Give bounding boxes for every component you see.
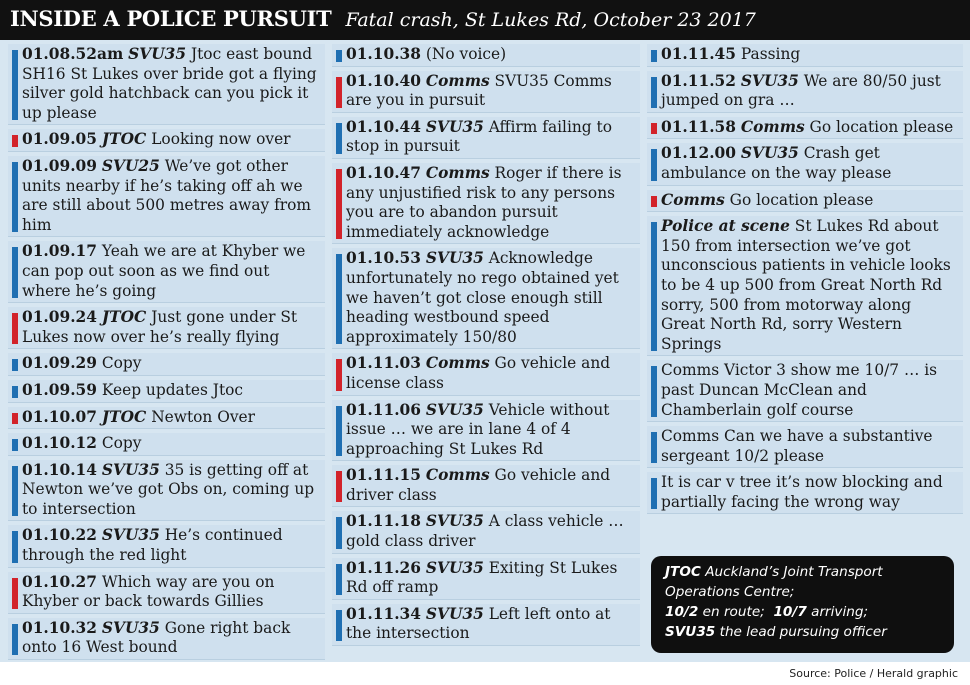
header-banner [0,0,970,40]
transcript-entry [8,129,325,152]
unit-marker [651,50,657,62]
entry-text: Yeah we are at Khyber we can pop out soon as we find out where he’s going [22,242,306,300]
transcript-entry [332,511,640,553]
transcript-entry [8,407,325,430]
entry-text: Looking now over [151,130,291,149]
transcript-entry [8,156,325,237]
entry-text: Roger if there is any unjustified risk to any persons you are to abandon pursuit immediately acknowledge [346,163,622,241]
dispatch-marker [336,359,342,390]
entry-text: We are 80/50 just jumped on gra … [661,71,941,110]
entry-speaker: SVU35 [740,71,799,90]
entry-text: Go vehicle and license class [346,354,611,392]
entry-text: Gone right back onto 16 West bound [22,618,291,657]
entry-text: Go vehicle and driver class [346,466,611,504]
entry-timestamp: 01.10.40 [346,71,421,90]
entry-text: Exiting St Lukes Rd off ramp [346,558,618,597]
entry-timestamp: 01.10.22 [22,526,97,545]
dispatch-marker [651,123,657,135]
transcript-entry [647,472,963,514]
dispatch-marker [336,169,342,239]
unit-marker [336,123,342,154]
unit-marker [336,564,342,595]
entry-text: Newton Over [151,407,255,426]
source-credit: Source: Police / Herald graphic [0,662,970,685]
entry-timestamp: 01.10.32 [22,618,97,637]
entry-timestamp: 01.10.44 [346,117,421,136]
unit-marker [336,254,342,344]
transcript-entry [8,307,325,349]
entry-timestamp: 01.09.24 [22,308,97,327]
entry-text: Comms Can we have a substantive sergeant 10/2 please [661,427,933,465]
unit-marker [651,77,657,108]
entry-speaker: Comms [425,354,490,373]
unit-marker [651,222,657,351]
unit-marker [336,50,342,62]
unit-marker [12,247,18,298]
transcript-entry [332,44,640,67]
entry-timestamp: 01.11.06 [346,400,421,419]
transcript-column-1 [8,40,325,660]
entry-speaker: Police at scene [661,217,790,236]
entry-timestamp: 01.08.52am [22,45,124,63]
unit-marker [12,50,18,120]
transcript-entry [332,71,640,113]
entry-speaker: Comms [425,466,490,485]
entry-text: Go location please [809,117,954,136]
entry-timestamp: 01.10.27 [22,572,97,591]
transcript-entry [8,618,325,660]
entry-text: 35 is getting off at Newton we’ve got Obs on, coming up to intersection [22,460,315,518]
entry-timestamp: 01.11.26 [346,558,421,577]
entry-timestamp: 01.09.59 [22,380,97,399]
legend-box [651,556,954,653]
entry-text: (No voice) [425,45,507,63]
unit-marker [12,624,18,655]
transcript-entry [647,190,963,213]
unit-marker [651,149,657,180]
unit-marker [651,432,657,463]
unit-marker [336,610,342,641]
transcript-column-3 [647,40,963,514]
entry-timestamp: 01.10.07 [22,407,97,426]
entry-speaker: SVU35 [425,604,484,623]
transcript-entry [332,248,640,349]
transcript-entry [647,426,963,468]
entry-speaker: SVU35 [425,249,484,268]
entry-timestamp: 01.11.15 [346,466,421,485]
entry-timestamp: 01.11.18 [346,512,421,531]
entry-text: Keep updates Jtoc [101,380,244,399]
transcript-entry [332,604,640,646]
transcript-entry [8,460,325,522]
legend-term: JTOC [665,564,701,580]
entry-speaker: SVU35 [101,460,160,479]
entry-text: Left left onto at the intersection [346,604,611,643]
legend-line-2 [665,602,944,622]
transcript-entry [647,143,963,185]
dispatch-marker [12,135,18,147]
unit-marker [651,478,657,509]
entry-speaker: SVU35 [425,400,484,419]
entry-speaker: SVU25 [101,156,160,175]
entry-timestamp: 01.11.45 [661,45,736,63]
transcript-entry [8,572,325,614]
entry-timestamp: 01.11.34 [346,604,421,623]
dispatch-marker [12,313,18,344]
entry-timestamp: 01.12.00 [661,144,736,163]
unit-marker [12,386,18,398]
legend-line-3 [665,622,944,642]
transcript-entry [647,44,963,67]
transcript-entry [647,360,963,422]
dispatch-marker [651,196,657,208]
entry-speaker: JTOC [101,308,147,327]
entry-text: We’ve got other units nearby if he’s taking off ah we are still about 500 metres away from him [22,156,311,234]
entry-text: He’s continued through the red light [22,526,283,565]
entry-timestamp: 01.10.47 [346,163,421,182]
entry-timestamp: 01.09.09 [22,156,97,175]
legend-term: SVU35 [665,624,716,640]
entry-text: SVU35 Comms are you in pursuit [346,71,612,110]
legend-term: 10/7 [773,604,807,620]
legend-definition: Auckland’s Joint Transport Operations Centre; [665,564,883,600]
transcript-entry [332,400,640,462]
entry-timestamp: 01.09.29 [22,354,97,373]
entry-timestamp: 01.10.12 [22,434,97,453]
transcript-entry [332,353,640,395]
transcript-entry [647,117,963,140]
entry-speaker: Comms [425,71,490,90]
entry-text: Acknowledge unfortunately no rego obtained yet we haven’t got close enough still heading westbound speed approximately 150/80 [346,249,619,346]
transcript-entry [647,216,963,356]
dispatch-marker [12,413,18,425]
entry-speaker: SVU35 [128,45,187,63]
entry-text: Comms Victor 3 show me 10/7 … is past Duncan McClean and Chamberlain golf course [661,361,938,419]
entry-text: Which way are you on Khyber or back towards Gillies [22,572,275,611]
transcript-entry [8,433,325,456]
unit-marker [336,406,342,457]
legend-definition: the lead pursuing officer [719,624,887,640]
entry-speaker: JTOC [101,407,147,426]
entry-text: Passing [740,45,801,63]
entry-text: Just gone under St Lukes now over he’s really flying [22,308,298,346]
transcript-entry [332,117,640,159]
entry-text: A class vehicle … gold class driver [346,512,624,551]
unit-marker [12,162,18,232]
entry-timestamp: 01.10.14 [22,460,97,479]
unit-marker [336,517,342,548]
entry-text: It is car v tree it’s now blocking and partially facing the wrong way [661,473,943,511]
legend-definition: arriving; [811,604,869,620]
entry-text: Copy [101,434,142,453]
entry-timestamp: 01.09.05 [22,130,97,149]
legend-term: 10/2 [665,604,699,620]
dispatch-marker [336,471,342,502]
transcript-entry [332,558,640,600]
entry-text: Affirm failing to stop in pursuit [346,117,612,156]
entry-speaker: Comms [740,117,805,136]
unit-marker [12,531,18,562]
entry-timestamp: 01.09.17 [22,242,97,261]
entry-speaker: SVU35 [425,558,484,577]
dispatch-marker [336,77,342,108]
transcript-column-2 [332,40,640,646]
transcript-entry [8,380,325,403]
dispatch-marker [12,578,18,609]
unit-marker [12,439,18,451]
transcript-entry [332,465,640,507]
entry-text: Vehicle without issue … we are in lane 4 of 4 approaching St Lukes Rd [346,400,610,458]
entry-speaker: SVU35 [101,526,160,545]
entry-speaker: SVU35 [425,117,484,136]
unit-marker [12,359,18,371]
entry-speaker: SVU35 [425,512,484,531]
entry-text: Copy [101,354,142,373]
transcript-entry [8,353,325,376]
entry-timestamp: 01.10.53 [346,249,421,268]
page-subtitle: Fatal crash, St Lukes Rd, October 23 2017 [345,9,756,31]
unit-marker [12,466,18,517]
entry-text: St Lukes Rd about 150 from intersection we’ve got unconscious patients in vehicle looks to be 4 up 500 from Great North Rd sorry, 500 from motorway along Great North Rd, sorry Western Springs [661,217,951,353]
entry-timestamp: 01.11.58 [661,117,736,136]
entry-timestamp: 01.10.38 [346,45,421,63]
entry-text: Go location please [729,190,874,209]
transcript-entry [8,241,325,303]
entry-timestamp: 01.11.03 [346,354,421,373]
entry-speaker: SVU35 [740,144,799,163]
entry-speaker: JTOC [101,130,147,149]
legend-line-1 [665,562,944,602]
entry-speaker: Comms [661,190,725,209]
page-title: INSIDE A POLICE PURSUIT [10,6,332,31]
entry-speaker: Comms [425,163,490,182]
unit-marker [651,366,657,417]
transcript-entry [8,525,325,567]
entry-speaker: SVU35 [101,618,160,637]
legend-definition: en route; [702,604,765,620]
transcript-entry [8,44,325,125]
transcript-entry [647,71,963,113]
transcript-entry [332,163,640,244]
entry-text: Crash get ambulance on the way please [661,144,892,182]
entry-text: Jtoc east bound SH16 St Lukes over bride got a flying silver gold hatchback can you pick it up please [22,45,317,122]
entry-timestamp: 01.11.52 [661,71,736,90]
